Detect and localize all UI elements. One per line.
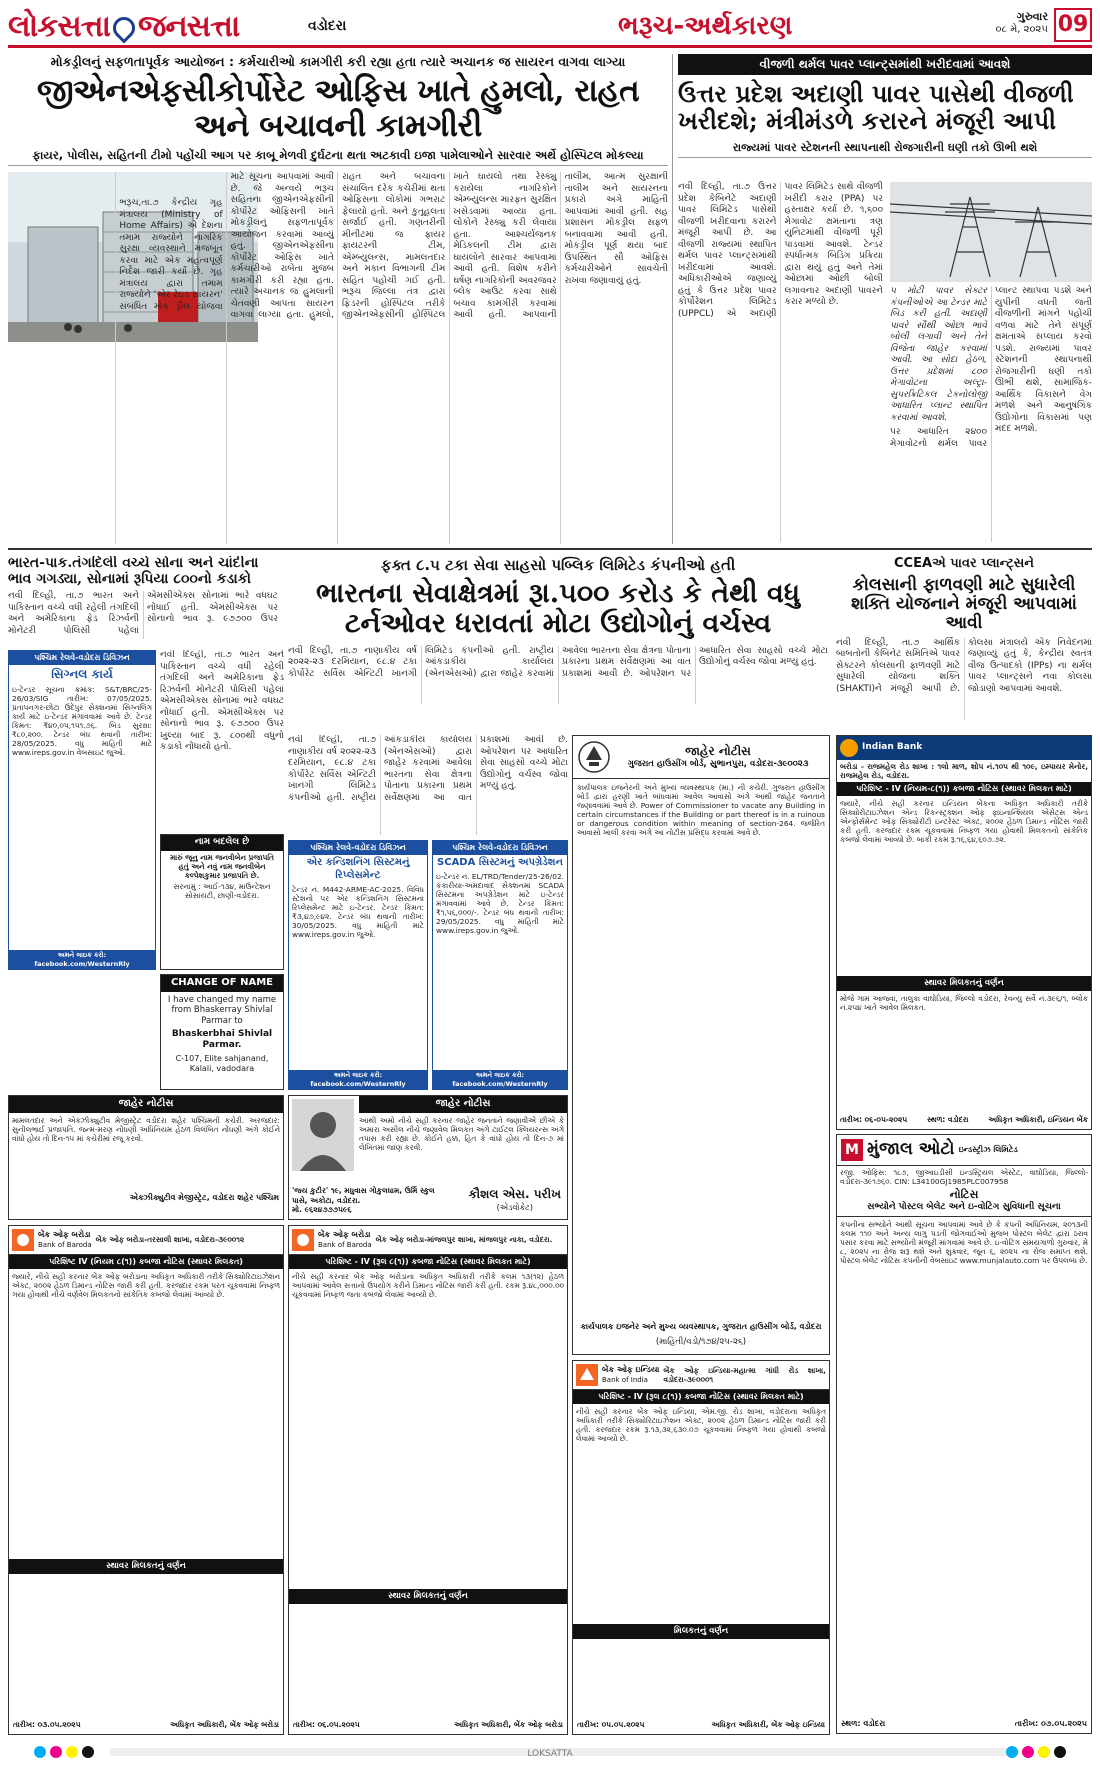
location-pin-icon (108, 12, 139, 43)
ad-body: નીચે સહી કરનાર બેંક ઓફ બરોડાના અધિકૃત અધિકારી તરીકે કલમ ૧૩(૧૨) હેઠળ આપવામાં આવેલ સત્તાનો ઉપયોગ કરીને ડિમાન્ડ નોટિસ જારી કરી હતી. રકમ રૂ.૪૮,૦૦૦.૦૦ ચૂકવવામાં નિષ્ફળ જતા કબજો લેવામાં આવ્યો છે. (292, 1272, 564, 1300)
ad-bank-of-baroda-manjalpur[interactable] (288, 1225, 568, 1735)
section-title: ભરૂચ-અર્થકારણ (618, 11, 793, 41)
ad-signatory: અધિકૃત અધિકારી, બેંક ઓફ ઇન્ડિયા (711, 1720, 825, 1730)
photo-caption: ૫ મોટી પાવર સેક્ટર કંપનીઓએ આ ટેન્ડર માટે બિડ કરી હતી. અદાણી પાવરે સૌથી ઓછા ભાવે બોલી લગાવી અને તેને વિજેતા જાહેર કરવામાં આવી. આ સોદા હેઠળ, ઉત્તર પ્રદેશમાં ૮૦૦ મેગાવોટના અલ્ટ્રા-સુપરક્રિટિકલ ટેકનોલોજી આધારિત પ્લાન્ટ સ્થાપિત કરવામાં આવશે. (890, 286, 987, 423)
story-kicker: ફક્ત ૮.૫ ટકા સેવા સાહસો પબ્લિક લિમિટેડ કંપનીઓ હતી (380, 556, 736, 574)
ad-org: ગુજરાત હાઉસીંગ બોર્ડ, સુભાનપુરા, વડોદરા-૩૯૦૦૨૩ (627, 759, 809, 770)
print-register-strip (0, 1742, 1100, 1762)
ad-body: જ્યારે, નીચે સહી કરનાર ઇન્ડિયન બેંકના અધિકૃત અધિકારી તરીકે સિક્યોરીટાઇઝેશન એન્ડ રિકન્સ્ટ્રક્શન ઓફ ફાઇનાન્શિયલ એસેટ્સ એન્ડ એન્ફોર્સમેન્ટ ઓફ સિક્યોરીટી ઇન્ટરેસ્ટ એક્ટ, ૨૦૦૨ હેઠળ ડિમાન્ડ નોટિસ જારી કરી હતી. કરજદાર રકમ ચૂકવવામાં નિષ્ફળ ગયા હોવાથી મિલકતનો સાંકેતિક કબજો લેવામાં આવ્યો છે. બાકી રકમ રૂ.૧૬,૬૪,૬૦૭.૭૨. (840, 799, 1088, 845)
story-services-sector[interactable] (288, 556, 828, 731)
bank-name: Indian Bank (862, 742, 923, 753)
ad-body: મામલતદાર અને એક્ઝીક્યુટીવ મેજીસ્ટ્રેટ વડોદરા શહેર પશ્ચિમની કચેરી. અરજદાર: સુનીલભાઈ પ્રજાપતિ. જન્મ-મરણ નોંધણી અધિનિયમ હેઠળ વિલંબિત નોંધણી અંગે કોઈને વાંધો હોય તો દિન-૧૫ માં કચેરીમાં રજૂ કરવો. (12, 1115, 280, 1143)
lawyer-office: 'જય કુટીર' ૧૯, મધુવાસ ગોકુલધામ, ઉર્મિ સ્કુલ પાસે, અકોટા, વડોદરા. (292, 1186, 435, 1205)
ad-ref: (માહિતી/વડો/૧૭૪/૨૫-૨૬) (655, 1337, 747, 1348)
ad-header: પશ્ચિમ રેલવે-વડોદરા ડિવિઝન (433, 841, 567, 855)
property-title: સ્થાવર મિલકતનું વર્ણન (9, 1559, 283, 1574)
ad-bank-of-baroda-tarsali[interactable] (8, 1225, 284, 1735)
ad-footer: કાર્યપાલક ઇજનેર અને મુખ્ય વ્યવસ્થાપક, ગુજરાત હાઉસીંગ બોર્ડ, વડોદરા (580, 1321, 822, 1331)
story-gnfc[interactable] (8, 54, 668, 544)
company-name: મુંજાલ ઓટો (867, 1139, 955, 1160)
ad-indian-bank[interactable] (836, 735, 1092, 1130)
ad-header: જાહેર નોટીસ (9, 1096, 283, 1113)
story-kicker: CCEAએ પાવર પ્લાન્ટ્સને (894, 556, 1034, 571)
ad-body: નીચે સહી કરનાર બેંક ઓફ ઇન્ડિયા, એમ.જી. રોડ શાખા, વડોદરાના અધિકૃત અધિકારી તરીકે સિક્યોરિટાઇઝેશન એક્ટ, ૨૦૦૨ હેઠળ ડિમાન્ડ નોટિસ જારી કરી હતી. કરજદાર રકમ રૂ.૧૩,૩૨,૬૩૦.૦૭ ચૂકવવામાં નિષ્ફળ ગયા હોવાથી કબજો લેવામાં આવ્યો છે. (576, 1407, 826, 1444)
story-body-left: નવી દિલ્હી, તા.૭ ઉત્તર પ્રદેશ કેબિનેટે અદાણી પાવર લિમિટેડ પાસેથી વીજળી ખરીદવાના કરારને મંજૂરી આપી છે. આ વીજળી રાજ્યમાં સ્થાપિત થર્મલ પાવર પ્લાન્ટ્સમાંથી ખરીદવામાં આવશે. અધિકારીઓએ જણાવ્યું હતું કે ઉત્તર પ્રદેશ પાવર કોર્પોરેશન લિમિટેડ (UPPCL) એ અદાણી પાવર લિમિટેડ સાથે વીજળી ખરીદી કરાર (PPA) પર હસ્તાક્ષર કર્યા છે. ૧,૬૦૦ મેગાવોટ ક્ષમતાના ત્રણ યુનિટમાંથી વીજળી પૂરી પાડવામાં આવશે. ટેન્ડર સ્પર્ધાત્મક બિડિંગ પ્રક્રિયા દ્વારા થયું હતું અને તેમાં ઓછામાં ઓછી બોલી લગાવનાર અદાણી પાવરને કરાર મળ્યો છે. (678, 182, 883, 319)
story-subhead: ફાયર, પોલીસ, સહિતની ટીમો પહોંચી આગ પર કાબૂ મેળવી દુર્ઘટના થતા અટકાવી ઇજા પામેલાઓને સારવાર અર્થે હોસ્પિટલ મોકલ્યા (8, 148, 668, 166)
ad-munjal-auto[interactable] (836, 1134, 1092, 1734)
ad-body: આથી અમો નીચે સહી કરનાર જાહેર જનતાને જણાવીએ છીએ કે અમારા અસીલ નીચે જણાવેલ મિલકત અંગે ટાઈટલ ક્લિયરન્સ અંગે તપાસ કરી રહ્યા છે. કોઈને હક્ક, હિત કે વાંધો હોય તો દિન-૭ માં લેખિતમાં જાણ કરવી. (359, 1115, 564, 1152)
ad-title: એર કન્ડિશનિંગ સિસ્ટમનું રિપ્લેસમેન્ટ (306, 857, 410, 882)
ad-mamlatdar-notice[interactable] (8, 1095, 284, 1220)
ad-housing-board[interactable] (572, 735, 830, 1355)
ad-railway-signal[interactable] (8, 650, 156, 970)
lawyer-name: કૌશલ એસ. પરીખ (468, 1187, 561, 1202)
story-gold-price[interactable] (8, 556, 278, 646)
bank-name-en: Bank of Baroda (38, 1240, 92, 1249)
ad-body: ઇ-ટેન્ડર સૂચના ક્રમાંક: S&T/BRC/25-26/03/SIG તારીખ: 07/05/2025. પ્રતાપનગર-છોટા ઉદેપુર સેક્શનમાં સિગ્નલિંગ કાર્ય માટે ઇ-ટેન્ડર મંગાવવામાં આવે છે. ટેન્ડર કિંમત: ₹૪૦,૦૫,૧૫૧.૭૬. બિડ સુરક્ષા: ₹૮૦,૨૦૦. ટેન્ડર બંધ થવાની તારીખ: 28/05/2025. વધુ માહિતી માટે www.ireps.gov.in વેબસાઇટ જુઓ. (12, 684, 152, 757)
ad-header: પશ્ચિમ રેલવે-વડોદરા ડિવિઝન (9, 651, 155, 665)
name-change-address: સરનામું : આઈ-૧૩૪, માઉન્ટેશન સોસાયટી, છાણી-વડોદરા. (173, 881, 271, 900)
person-avatar-icon (292, 1099, 354, 1171)
story-headline: ભારત-પાક.તંગદિલી વચ્ચે સોના અને ચાંદીના ભાવ ગગડ્યા, સોનામાં રૂપિયા ૮૦૦નો કડાકો (8, 556, 259, 587)
ad-name-change[interactable] (160, 834, 284, 970)
story-kicker: વીજળી થર્મલ પાવર પ્લાન્ટ્સમાંથી ખરીદવામાં આવશે (678, 54, 1092, 75)
ad-header: જાહેર નોટીસ (685, 743, 751, 758)
english-name-text: I have changed my name from Bhaskerray Shivlal Parmar to (167, 994, 277, 1026)
english-new-name: Bhaskerbhai Shivlal Parmar. (171, 1028, 273, 1051)
branch-address: બેંક ઓફ ઇન્ડિયા-મહાત્મા ગાંધી રોડ શાખા, વડોદરા-૩૯૦૦૦૧ (663, 1365, 826, 1384)
masthead (8, 6, 1092, 48)
ad-body: ટેન્ડર નં. M442-ARME-AC-2025. વિવિધ સ્ટેશનો પર એર કન્ડિશનિંગ સિસ્ટમના રિપ્લેસમેન્ટ માટે ઇ-ટેન્ડર. ટેન્ડર કિંમત: ₹૩,૪૭,૯૪૨. ટેન્ડર બંધ થવાની તારીખ: 30/05/2025. વધુ માહિતી માટે www.ireps.gov.in જુઓ. (292, 884, 424, 939)
edition-label: વડોદરા (308, 18, 347, 34)
ad-place: સ્થળ: વડોદરા (926, 1115, 969, 1125)
company-address: રજી. ઓફિસ: ૧૮૭, જીઆઇડીસી ઇન્ડસ્ટ્રિયલ એસ્ટેટ, વાઘોડિયા, જિલ્લો-વડોદરા-૩૯૧૭૬૦. CIN: L34100GJ1985PLC007958 (840, 1168, 1088, 1187)
section-divider (8, 548, 1092, 550)
color-register-marks (0, 1742, 1100, 1762)
gujarat-emblem-icon (577, 740, 611, 774)
ad-signatory: અધિકૃત અધિકારી, બેંક ઓફ બરોડા (170, 1720, 279, 1730)
bank-of-baroda-logo-icon (12, 1229, 34, 1251)
ad-footer[interactable]: અમને લાઇક કરો: facebook.com/WesternRly (9, 950, 155, 969)
ad-change-of-name-english[interactable] (160, 974, 284, 1090)
ad-signatory: અધિકૃત અધિકારી, બેંક ઓફ બરોડા (454, 1720, 563, 1730)
bank-name: બેંક ઓફ બરોડા (318, 1230, 371, 1240)
ad-title: સિગ્નલ કાર્ય (51, 667, 113, 682)
lawyer-mobile[interactable]: મો. ૯૬૨૪૭૭૭૫૯૬ (292, 1205, 352, 1215)
logo-jansatta: જનસત્તા (137, 9, 240, 44)
advocate-photo (292, 1099, 354, 1171)
ad-title: પરિશિષ્ટ - IV (રૂલ ૮(૧)) કબજા નોટિસ (સ્થાવર મિલકત માટે) (573, 1390, 829, 1404)
ad-title: પરિશિષ્ટ - IV (નિયમ-૮(૧)) કબજા નોટિસ (સ્થાવર મિલકત માટે) (837, 782, 1091, 796)
ad-header: CHANGE OF NAME (161, 975, 283, 992)
story-headline: ઉત્તર પ્રદેશ અદાણી પાવર પાસેથી વીજળી ખરીદશે; મંત્રીમંડળે કરારને મંજૂરી આપી (678, 79, 1074, 136)
ad-footer[interactable]: અમને લાઇક કરો: facebook.com/WesternRly (289, 1070, 427, 1089)
ad-header: નામ બદલેલ છે (161, 835, 283, 851)
company-suffix: ઇન્ડસ્ટ્રીઝ લિમિટેડ (958, 1144, 1018, 1154)
branch-address: બરોડા - રાજમહેલ રોડ શાખા : ૧લો માળ, શોપ નં.૧૦૫ થી ૧૦૯, ઇમ્પાયર મેનોર, રાજમહેલ રોડ, વડોદરા. (840, 762, 1088, 781)
bank-name: બેંક ઓફ ઇન્ડિયા (602, 1365, 660, 1375)
indian-bank-logo-icon (840, 739, 858, 757)
story-headline: જીએનએફસીકોર્પોરેટ ઓફિસ ખાતે હુમલો, રાહત અને બચાવની કામગીરી (36, 73, 640, 144)
lawyer-role: (એડવોકેટ) (496, 1202, 533, 1212)
ad-railway-scada[interactable] (432, 840, 568, 1090)
ad-date: તારીખ: ૦૭.૦૫.૨૦૨૫ (1014, 1718, 1087, 1728)
ad-railway-ac[interactable] (288, 840, 428, 1090)
ad-date: તારીખ: ૦૩.૦૫.૨૦૨૫ (13, 1720, 81, 1730)
story-gold-continued: નવી દિલ્હી, તા.૭ ભારત અને પાકિસ્તાન વચ્ચે વધી રહેલી તંગદિલી અને અમેરિકાના ફેડ રિઝર્વની મોનેટરી પોલિસી પહેલાં એમસીએક્સ સોનામાં ભારે વધઘટ નોંધાઈ હતી. એમસીએક્સ પર સોનાનો ભાવ રૂ. ૯૭૭૦૦ ઉપર ખુલ્યા બાદ રૂ. ૮૦૦થી વધુનો કડાકો નોંધાયો હતો. (160, 650, 284, 753)
story-body-right: ૫ મોટી પાવર સેક્ટર કંપનીઓએ આ ટેન્ડર માટે બિડ કરી હતી. અદાણી પાવરે સૌથી ઓછા ભાવે બોલી લગાવી અને તેને વિજેતા જાહેર કરવામાં આવી. આ સોદા હેઠળ, ઉત્તર પ્રદેશમાં ૮૦૦ મેગાવોટના અલ્ટ્રા-સુપરક્રિટિકલ ટેકનોલોજી આધારિત પ્લાન્ટ સ્થાપિત કરવામાં આવશે. પર આધારિત ૨૪૦૦ મેગાવોટનો થર્મલ પાવર પ્લાન્ટ સ્થાપવા પડશે અને યુપીની વધતી જતી વીજળીની માંગને પહોંચી વળવા માટે તેને સંપૂર્ણ ક્ષમતાએ સપ્લાય કરવો પડશે. રાજ્યમાં પાવર સ્ટેશનની સ્થાપનાથી રોજગારીની ઘણી તકો ઊભી થશે, સામાજિક-આર્થિક વિકાસને વેગ મળશે અને આનુષંગિક ઉદ્યોગોના વિકાસમાં પણ મદદ મળશે. (890, 286, 1092, 449)
ad-body: ઇ-ટેન્ડર નં. EL/TRD/Tender/25-26/02. કંકારીયા-અમદાવાદ સેક્શનમાં SCADA સિસ્ટમના અપગ્રેડેશન માટે ઇ-ટેન્ડર મંગાવવામાં આવે છે. ટેન્ડર કિંમત: ₹૧,૫૬,૦૦૦/-. ટેન્ડર બંધ થવાની તારીખ: 29/05/2025. વધુ માહિતી માટે www.ireps.gov.in જુઓ. (436, 872, 564, 936)
day-label: ગુરુવાર (1016, 10, 1048, 23)
story-body: ભરૂચ,તા.૭ કેન્દ્રીય ગૃહ મંત્રાલય (Ministry of Home Affairs) એ દેશના તમામ રાજ્યોને નાગરિક સુરક્ષા વ્યવસ્થાને મજબૂત કરવા માટે એક મહત્વપૂર્ણ નિર્દેશ જારી કર્યો છે. ગૃહ મંત્રાલય દ્વારા તમામ રાજ્યોને 'એર રેઇડ સાયરન' સંબંધિત મોક ડ્રીલ યોજવા માટે સૂચના આપવામાં આવી છે. જે અન્વયે ભરૂચ સહિતના જીએનએફસીની કોર્પોરેટ ઓફિસની ખાતે મોકડ્રીલનું સફળતાપૂર્વક આયોજન કરવામાં આવ્યું હતું. જીએનએફસીના કોર્પોરેટ ઓફિસ ખાતે કર્મચારીઓ રાબેતા મુજબ કામગીરી કરી રહ્યા હતા. ત્યારે અચાનક જ હુમલાની ચેતવણી આપતા સાયરન વાગવા લાગ્યા હતા. હુમલો, રાહત અને બચાવના સંચાલિત દરેક કચેરીમાં થતા ઓફિસના લોકોમાં ગભરાટ ફેલાયો હતો. અને કુતૂહલતા સર્જાઈ હતી. ગણતરીની મીનીટમાં જ ફાયર ફાયટરની ટીમ, એમ્બ્યુલન્સ, મામલતદાર અને મકાન વિભાગની ટીમ સહિત પહોંચી ગઈ હતી. ભરૂચ જિલ્લા તંત્ર દ્વારા ફિડરની હોસ્પિટલ તરીકે જીએનએફસીની હોસ્પિટલ ખાતે ઘાયલો તથા રેસ્ક્યુ કરાયેલા નાગરિકોને એમ્બ્યુલન્સ મારફત સુરક્ષિત ખસેડવામાં આવ્યા હતા. લોકોને રેસ્ક્યુ કરી લેવાયા હતા. આશ્ચર્યજનક મેડિકલની ટીમ દ્વારા ઘાયલોને સારવાર આપવામાં આવી હતી. વિશેષ કરીને ઘર્ષણ નાગરિકોની અવરજવર બ્લેક આઉટ કરવા સાથે બચાવ કામગીરી કરવામાં આવી હતી. આપવાની તાલીમ, આત્મ સુરક્ષાની તાલીમ અને સાયરનના પ્રકારો અંગે માહિતી આપવામાં આવી હતી. સહ પ્રશાસન મોકડ્રીલ સફળ બનાવવામાં આવી હતી. મોકડ્રીલ પૂર્ણ થયા બાદ ઉપસ્થિત સૌ ઓફિસ કર્મચારીઓને સાવચેતી રાખવા જણાવાયું હતું. (119, 172, 668, 321)
story-body: નવી દિલ્હી, તા.૭ ભારત અને પાકિસ્તાન વચ્ચે વધી રહેલી તંગદિલી અને અમેરિકાના ફેડ રિઝર્વની મોનેટરી પોલિસી પહેલાં એમસીએક્સ સોનામાં ભારે વધઘટ નોંધાઈ હતી. એમસીએક્સ પર સોનાનો ભાવ રૂ. ૯૭૭૦૦ ઉપર (8, 591, 278, 636)
ad-footer[interactable]: અમને લાઇક કરો: facebook.com/WesternRly (433, 1070, 567, 1089)
ad-date: તારીખ: ૦૬-૦૫-૨૦૨૫ (840, 1115, 908, 1125)
bank-name-en: Bank of Baroda (318, 1240, 372, 1249)
ad-title: નોટિસ (949, 1188, 979, 1202)
english-address: C-107, Elite sahjanand, Kalali, vadodara (175, 1053, 269, 1073)
story-headline: કોલસાની ફાળવણી માટે સુધારેલી શક્તિ યોજનાને મંજૂરી આપવામાં આવી (851, 574, 1077, 633)
story-coal-shakti[interactable] (836, 556, 1092, 731)
ad-title: SCADA સિસ્ટમનું અપગ્રેડેશન (437, 857, 563, 869)
story-adani-power[interactable] (678, 54, 1092, 544)
ad-header: જાહેર નોટીસ (359, 1096, 567, 1113)
story-services-continued: નવી દિલ્હી, તા.૭ નાણાકીય વર્ષ ૨૦૨૨-૨૩ દરમિયાન, ૯૮.૪ ટકા કોર્પોરેટ સર્વિસ એન્ટિટી ખાનગી લિમિટેડ કંપનીઓ હતી. રાષ્ટ્રીય આંકડાકીય કાર્યાલય (એનએસઓ) દ્વારા જાહેર કરવામાં આવેલા ભારતના સેવા ક્ષેત્રના પોતાના પ્રકારના પ્રથમ સર્વેક્ષણમાં આ વાત પ્રકાશમાં આવી છે. ઓપરેશન પર આધારિત સેવા સાહસો વચ્ચે મોટા ઉદ્યોગોનું વર્ચસ્વ જોવા મળ્યું હતું. (288, 735, 568, 803)
ad-header: પશ્ચિમ રેલવે-વડોદરા ડિવિઝન (289, 841, 427, 855)
story-subhead: રાજ્યમાં પાવર સ્ટેશનની સ્થાપનાથી રોજગારીની ઘણી તકો ઊભી થશે (678, 141, 1092, 158)
branch-address: બેંક ઓફ બરોડા-તરસાલી શાખા, વડોદરા-૩૯૦૦૧૨ (95, 1235, 245, 1245)
branch-address: બેંક ઓફ બરોડા-માંજલપુર શાખા, માંજલપુર નાકા, વડોદરા. (375, 1235, 553, 1245)
footer-mark: LOKSATTA (527, 1749, 573, 1759)
ad-body: કાર્યપાલક ઇજનેરની અને મુખ્ય વ્યવસ્થાપક (મા.) ની કચેરી. ગુજરાત હાઉસીંગ બોર્ડ દ્વારા હરણી ખાતે બાંધવામાં આવેલ આવાસો અંગે આથી જાહેર જનતાને જણાવવામાં આવે છે. Power of Commissioner to vacate any Building in certain circumstances if the Building or part thereof is in a ruinous or dangerous condition within meaning of section-264. જર્જરિત આવાસો ખાલી કરવા અંગે આ નોટીસ પ્રસિદ્ધ કરવામાં આવે છે. (577, 783, 825, 838)
property-title: સ્થાવર મિલકતનું વર્ણન (837, 976, 1091, 991)
ad-subtitle: સભ્યોને પોસ્ટલ બેલેટ અને ઇ-વોટિંગ સુવિધાની સૂચના (837, 1202, 1091, 1217)
ad-footer: એક્ઝીક્યુટીવ મેજીસ્ટ્રેટ, વડોદરા શહેર પશ્ચિમ (129, 1192, 279, 1202)
ad-date: તારીખ: ૦૬.૦૫.૨૦૨૫ (293, 1720, 360, 1730)
power-tower-photo (890, 182, 1092, 282)
story-kicker: મોકડ્રીલનું સફળતાપૂર્વક આયોજન : કર્મચારીઓ કામગીરી કરી રહ્યા હતા ત્યારે અચાનક જ સાયરન વાગવા લાગ્યા (50, 54, 626, 69)
newspaper-logo[interactable] (8, 8, 239, 46)
ad-bank-of-india[interactable] (572, 1360, 830, 1735)
ad-title: પરિશિષ્ટ IV (નિયમ ૮(૧)) કબજા નોટિસ (સ્થાવર મિલકત) (9, 1255, 283, 1269)
property-title: મિલકતનું વર્ણન (573, 1624, 829, 1639)
bank-of-baroda-logo-icon (292, 1229, 314, 1251)
ad-date: તારીખ: ૦૫.૦૫.૨૦૨૫ (577, 1720, 645, 1730)
date-label: ૦૮ મે, ૨૦૨૫ (995, 24, 1048, 36)
story-body: નવી દિલ્હી, તા.૭ નાણાકીય વર્ષ ૨૦૨૨-૨૩ દરમિયાન, ૯૮.૪ ટકા કોર્પોરેટ સર્વિસ એન્ટિટી ખાનગી લિમિટેડ કંપનીઓ હતી. રાષ્ટ્રીય આંકડાકીય કાર્યાલય (એનએસઓ) દ્વારા જાહેર કરવામાં આવેલા ભારતના સેવા ક્ષેત્રના પોતાના પ્રકારના પ્રથમ સર્વેક્ષણમાં આ વાત પ્રકાશમાં આવી છે. ઓપરેશન પર આધારિત સેવા સાહસો વચ્ચે મોટા ઉદ્યોગોનું વર્ચસ્વ જોવા મળ્યું હતું. (288, 645, 828, 679)
property-description: મોજે ગામ આજવા, તાલુકા વાઘોડિયા, જિલ્લો વડોદરા, રેવન્યુ સર્વે નં.૩૯૬/૧, બ્લોક નં.૨૫૪ ખાતે આવેલ મિલકત. (840, 994, 1088, 1013)
munjal-logo-icon: M (841, 1139, 863, 1161)
date-block (996, 10, 1048, 37)
transmission-tower-illustration (890, 182, 1092, 282)
column-divider (672, 54, 673, 544)
ad-advocate-notice[interactable] (288, 1095, 568, 1220)
bank-of-india-logo-icon (576, 1364, 598, 1386)
name-change-text: મારું જૂનુ નામ જનવીબેન પ્રજાપતિ હતું અને નવું નામ જનવીબેન કલ્પેશકુમાર પ્રજાપતિ છે. (170, 852, 274, 880)
ad-body: જ્યારે, નીચે સહી કરનાર બેંક ઓફ બરોડાના અધિકૃત અધિકારી તરીકે સિક્યોરિટાઇઝેશન એક્ટ, ૨૦૦૨ હેઠળ ડિમાન્ડ નોટિસ જારી કરી હતી. કરજદાર રકમ પરત ચૂકવવામાં નિષ્ફળ ગયા હોવાથી નીચે વર્ણવેલ મિલકતનો સાંકેતિક કબજો લેવામાં આવ્યો છે. (12, 1272, 280, 1300)
story-headline: ભારતના સેવાક્ષેત્રમાં રૂા.૫૦૦ કરોડ કે તેથી વધુ ટર્નઓવર ધરાવતાં મોટા ઉદ્યોગોનું વર્ચસ્વ (315, 578, 801, 640)
ad-body: કંપનીના સભ્યોને આથી સૂચના આપવામાં આવે છે કે કંપની અધિનિયમ, ૨૦૧૩ની કલમ ૧૧૦ અને અન્ય લાગુ પડતી જોગવાઈઓ મુજબ પોસ્ટલ બેલેટ દ્વારા ઠરાવ પસાર કરવા માટે સભ્યોની મંજૂરી માંગવામાં આવે છે. ઇ-વોટિંગ સમયગાળો ગુરુવાર, મે ૮, ૨૦૨૫ ના રોજ શરૂ થશે અને શુક્રવાર, જૂન ૬, ૨૦૨૫ ના રોજ સમાપ્ત થશે. પોસ્ટલ બેલેટ નોટિસ કંપનીની વેબસાઇટ www.munjalauto.com પર ઉપલબ્ધ છે. (840, 1219, 1088, 1265)
story-body: નવી દિલ્હી, તા.૭ આર્થિક બાબતોની કેબિનેટ સમિતિએ પાવર સેક્ટરને કોલસાની ફાળવણી માટે સુધારેલી યોજના શક્તિ (SHAKTI)ને મંજૂરી આપી છે. કોલસા મંત્રાલયે એક નિવેદનમાં જણાવ્યું હતું કે, કેન્દ્રીય સ્વતંત્ર વીજ ઉત્પાદકો (IPPs) ના થર્મલ પાવર પ્લાન્ટ્સને નવા કોલસા જોડાણો આપવામાં આવશે. (836, 637, 1092, 694)
ad-title: પરિશિષ્ટ - IV (રૂલ ૮(૧)) કબજા નોટિસ (સ્થાવર મિલકત માટે) (289, 1255, 567, 1269)
property-title: સ્થાવર મિલકતનું વર્ણન (289, 1589, 567, 1604)
ad-signatory: અધિકૃત અધિકારી, ઇન્ડિયન બેંક (988, 1115, 1088, 1125)
page-number: 09 (1054, 8, 1092, 42)
bank-name: બેંક ઓફ બરોડા (38, 1230, 91, 1240)
ad-place: સ્થળ: વડોદરા (841, 1718, 886, 1728)
bank-name-en: Bank of India (602, 1375, 648, 1384)
logo-loksatta: લોકસત્તા (8, 9, 110, 44)
